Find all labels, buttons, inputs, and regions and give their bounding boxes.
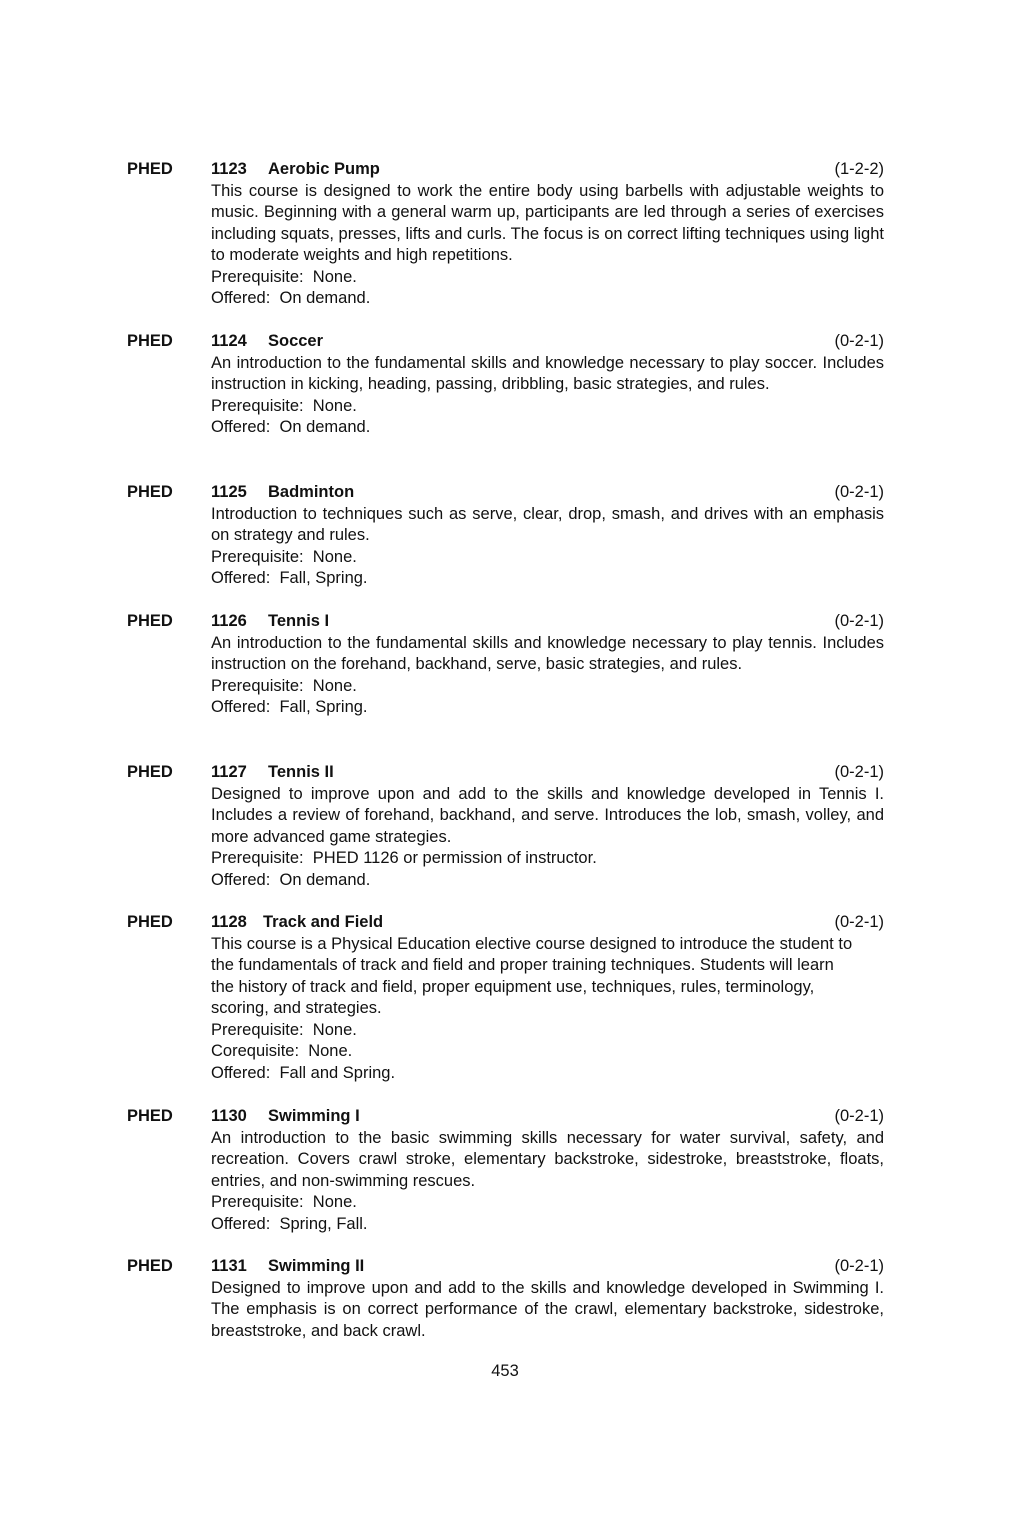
course-title: Swimming II xyxy=(268,1257,365,1275)
course-entry-1127 xyxy=(127,762,884,891)
course-title: Badminton xyxy=(268,483,355,501)
course-body xyxy=(211,633,884,719)
course-department: PHED xyxy=(127,612,173,630)
course-offered: Offered: On demand. xyxy=(211,418,371,436)
course-prerequisite: Prerequisite: PHED 1126 or permission of instructor. xyxy=(211,849,597,867)
course-department: PHED xyxy=(127,160,173,178)
course-heading xyxy=(127,1256,884,1278)
course-credits: (0-2-1) xyxy=(834,612,884,630)
course-number: 1123 xyxy=(211,160,247,178)
course-prerequisite: Prerequisite: None. xyxy=(211,676,357,695)
course-department: PHED xyxy=(127,483,173,501)
course-credits: (0-2-1) xyxy=(834,913,884,931)
course-prerequisite: Prerequisite: None. xyxy=(211,396,357,415)
course-description: Designed to improve upon and add to the skills and knowledge developed in Tennis I. Includes a review of forehand, backhand, and serve. Introduces the lob, smash, volley, and more advanced game strategies. xyxy=(211,784,884,846)
course-offered: Offered: Fall, Spring. xyxy=(211,569,368,587)
course-description: This course is a Physical Education elective course designed to introduce the student to the fundamentals of track and field and proper training techniques. Students will learn the history of track and field, proper equipment use, techniques, rules, terminology, scoring, and strategies. xyxy=(211,934,853,1017)
course-description: Introduction to techniques such as serve, clear, drop, smash, and drives with an emphasis on strategy and rules. xyxy=(211,504,884,544)
course-entry-1124 xyxy=(127,331,884,439)
course-entry-1126 xyxy=(127,611,884,719)
course-title: Soccer xyxy=(268,332,324,350)
course-body xyxy=(211,181,884,310)
course-heading xyxy=(127,762,884,784)
course-credits: (0-2-1) xyxy=(834,763,884,781)
course-offered: Offered: Spring, Fall. xyxy=(211,1214,368,1233)
course-heading xyxy=(127,611,884,633)
course-credits: (0-2-1) xyxy=(834,332,884,350)
course-entry-1123 xyxy=(127,159,884,310)
course-body xyxy=(211,1128,884,1236)
course-department: PHED xyxy=(127,763,173,781)
course-title: Tennis II xyxy=(268,763,334,781)
course-description: An introduction to the fundamental skills and knowledge necessary to play tennis. Includes instruction on the forehand, backhand, serve, basic strategies, and rules. xyxy=(211,633,884,673)
course-heading xyxy=(127,159,884,181)
course-heading xyxy=(127,912,884,934)
course-prerequisite: Prerequisite: None. xyxy=(211,1020,357,1039)
course-body xyxy=(211,353,884,439)
course-prerequisite: Prerequisite: None. xyxy=(211,1193,357,1211)
course-department: PHED xyxy=(127,332,173,350)
course-entry-1125 xyxy=(127,482,884,590)
course-entry-1130 xyxy=(127,1106,884,1235)
course-credits: (0-2-1) xyxy=(834,1257,884,1275)
course-number: 1125 xyxy=(211,483,247,501)
course-title: Aerobic Pump xyxy=(268,160,380,178)
course-offered: Offered: Fall and Spring. xyxy=(211,1063,396,1082)
course-body xyxy=(211,934,884,1085)
course-department: PHED xyxy=(127,1257,173,1275)
course-description: An introduction to the fundamental skills and knowledge necessary to play soccer. Includes instruction in kicking, heading, passing, dribbling, basic strategies, and rules. xyxy=(211,353,884,393)
course-title: Swimming I xyxy=(268,1107,360,1125)
course-description: An introduction to the basic swimming skills necessary for water survival, safety, and recreation. Covers crawl stroke, elementary backstroke, sidestroke, breaststroke, floats, entries, and non-swimming rescues. xyxy=(211,1128,884,1190)
course-number: 1130 xyxy=(211,1107,247,1125)
course-offered: Offered: Fall, Spring. xyxy=(211,698,368,716)
course-title: Tennis I xyxy=(268,612,330,630)
course-number: 1124 xyxy=(211,332,247,350)
course-heading xyxy=(127,482,884,504)
course-description: Designed to improve upon and add to the skills and knowledge developed in Swimming I. The emphasis is on correct performance of the crawl, elementary backstroke, sidestroke, breaststroke, and back crawl. xyxy=(211,1278,884,1340)
course-title: Track and Field xyxy=(263,913,384,931)
course-number: 1126 xyxy=(211,612,247,630)
course-heading xyxy=(127,331,884,353)
course-credits: (0-2-1) xyxy=(834,483,884,501)
page-number: 453 xyxy=(491,1362,519,1380)
course-offered: Offered: On demand. xyxy=(211,289,371,307)
course-department: PHED xyxy=(127,913,173,931)
course-prerequisite: Prerequisite: None. xyxy=(211,267,357,286)
course-body xyxy=(211,1278,884,1343)
course-number: 1128 xyxy=(211,913,247,931)
course-department: PHED xyxy=(127,1107,173,1125)
course-entry-1131 xyxy=(127,1256,884,1342)
course-description: This course is designed to work the entire body using barbells with adjustable weights to music. Beginning with a general warm up, participants are led through a series of exercises including squats, presses, lifts and curls. The focus is on correct lifting techniques using light to moderate weights and high repetitions. xyxy=(211,181,884,264)
course-number: 1131 xyxy=(211,1257,247,1275)
course-credits: (1-2-2) xyxy=(834,160,884,178)
course-body xyxy=(211,504,884,590)
course-offered: Offered: On demand. xyxy=(211,870,371,889)
course-credits: (0-2-1) xyxy=(834,1107,884,1125)
course-body xyxy=(211,784,884,892)
course-number: 1127 xyxy=(211,763,247,781)
course-entry-1128 xyxy=(127,912,884,1084)
course-corequisite: Corequisite: None. xyxy=(211,1042,353,1060)
course-heading xyxy=(127,1106,884,1128)
course-prerequisite: Prerequisite: None. xyxy=(211,547,357,566)
